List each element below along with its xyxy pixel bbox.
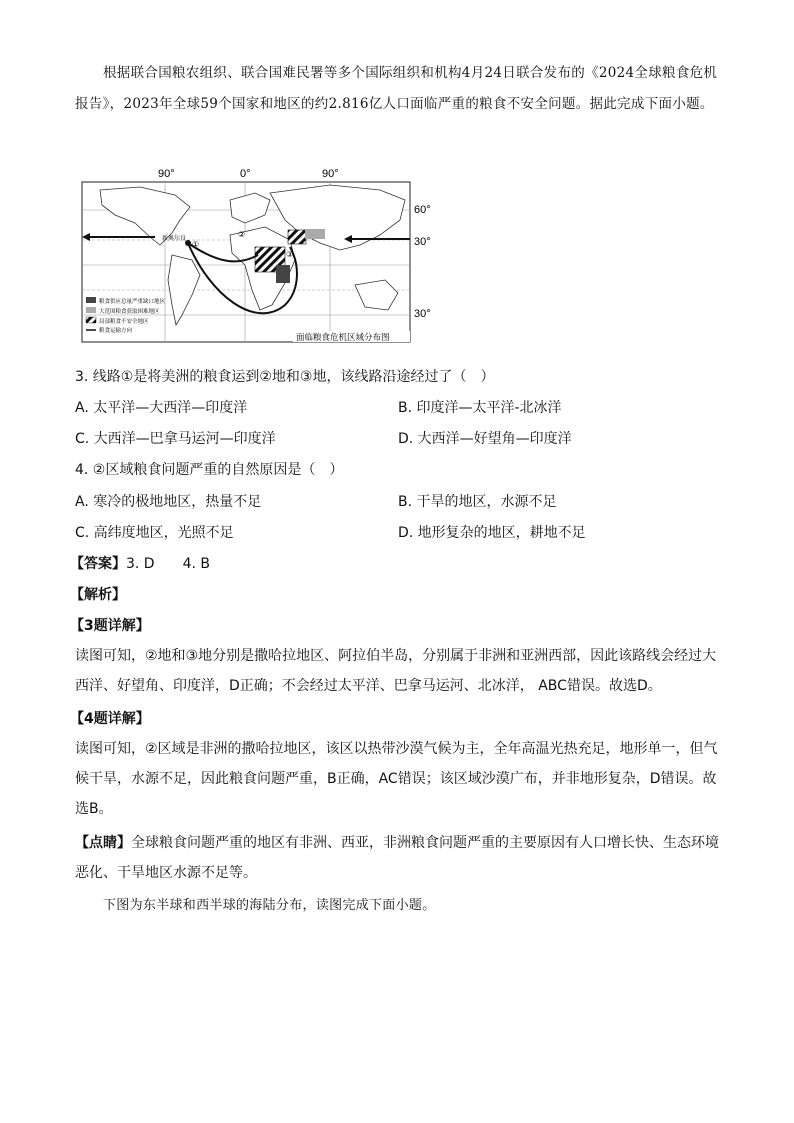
dark-area — [276, 265, 290, 283]
q4-option-d: D. 地形复杂的地区，耕地不足 — [398, 525, 586, 541]
detail-4-text: 读图可知，②区域是非洲的撒哈拉地区，该区以热带沙漠气候为主，全年高温光热充足，地形单一，但气候干旱，水源不足，因此粮食问题严重，B正确，AC错误；该区域沙漠广布，并非地形复杂，D错误。故选B。 — [75, 741, 718, 817]
route-mark-1: ① — [192, 240, 200, 249]
q3-stem: 3. 线路①是将美洲的粮食运到②地和③地，该线路沿途经过了（ ） — [75, 369, 495, 385]
food-crisis-map — [80, 165, 440, 350]
intro-paragraph: 根据联合国粮农组织、联合国难民署等多个国际组织和机构4月24日联合发布的《2024全球粮食危机报告》，2023年全球59个国家和地区的约2.816亿人口面临严重的粮食不安全问题。据此完成下面小题。 — [75, 65, 718, 112]
answer-tag: 【答案】 — [70, 556, 126, 572]
tip-text: 全球粮食问题严重的地区有非洲、西亚，非洲粮食问题严重的主要原因有人口增长快、生态环境恶化、干旱地区水源不足等。 — [75, 835, 719, 881]
route-mark-3: ③ — [286, 250, 294, 259]
label-0: 0° — [240, 168, 251, 180]
legend-item-2: 大范围粮食获取困难地区 — [99, 309, 160, 315]
detail-3-text: 读图可知，②地和③地分别是撒哈拉地区、阿拉伯半岛，分别属于非洲和亚洲西部，因此该路线会经过大西洋、好望角、印度洋，D正确；不会经过太平洋、巴拿马运河、北冰洋， ABC错误。故选D。 — [75, 648, 717, 694]
gray-area — [305, 229, 325, 239]
tip-paragraph — [75, 828, 725, 888]
hatched-area-arabia — [288, 230, 306, 244]
answer-line — [70, 553, 210, 573]
q4-option-a: A. 寒冷的极地地区，热量不足 — [75, 494, 262, 510]
q4-option-c: C. 高纬度地区，光照不足 — [75, 525, 234, 541]
answer-text: 3. D 4. B — [126, 556, 210, 572]
q3-option-d: D. 大西洋—好望角—印度洋 — [398, 431, 572, 447]
detail-3-heading: 【3题详解】 — [70, 618, 150, 634]
q4-stem: 4. ②区域粮食问题严重的自然原因是（ ） — [75, 462, 344, 478]
q3-option-b: B. 印度洋—太平洋-北冰洋 — [398, 400, 562, 416]
detail-4-heading: 【4题详解】 — [70, 711, 150, 727]
route-mark-2: ② — [238, 230, 246, 239]
next-intro: 下图为东半球和西半球的海陆分布，读图完成下面小题。 — [103, 898, 436, 913]
place-label: 新奥尔良 — [162, 235, 187, 242]
legend-item-4: 粮食运输方向 — [99, 328, 133, 334]
map-caption: 面临粮食危机区域分布图 — [296, 333, 390, 343]
tip-tag: 【点睛】 — [75, 835, 131, 851]
q3-option-a: A. 太平洋—大西洋—印度洋 — [75, 400, 248, 416]
label-30n: 30° — [414, 236, 431, 248]
q4-option-b: B. 干旱的地区，水源不足 — [398, 494, 557, 510]
legend-item-3: 局部粮食不安全地区 — [99, 319, 149, 325]
q3-option-c: C. 大西洋—巴拿马运河—印度洋 — [75, 431, 276, 447]
label-90e: 90° — [322, 168, 339, 180]
label-90w: 90° — [158, 168, 175, 180]
legend-item-1: 粮食供应总量严重缺口地区 — [99, 299, 166, 305]
label-30s: 30° — [414, 308, 431, 320]
analysis-heading: 【解析】 — [70, 587, 126, 603]
label-60n: 60° — [414, 204, 431, 216]
